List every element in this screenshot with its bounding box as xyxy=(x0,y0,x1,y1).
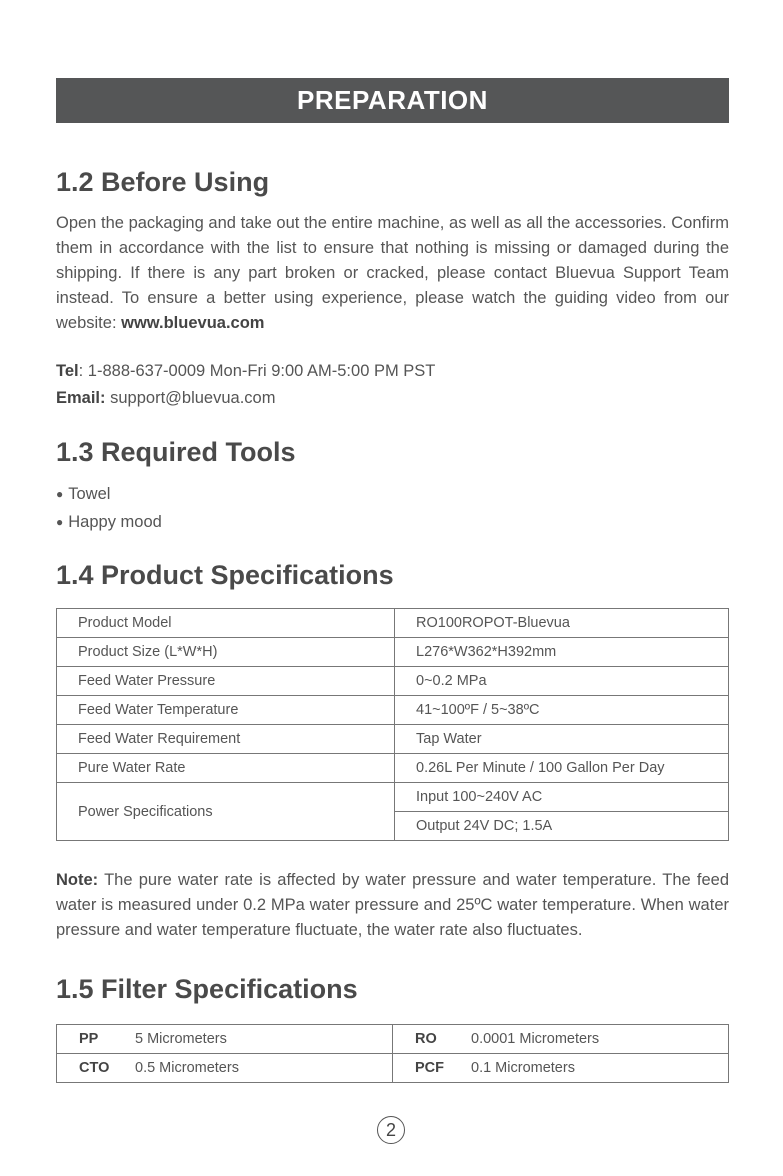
heading-required-tools: 1.3 Required Tools xyxy=(56,437,296,467)
power-spec-label: Power Specifications xyxy=(57,783,395,841)
heading-product-specs: 1.4 Product Specifications xyxy=(56,560,394,590)
list-item: ● Happy mood xyxy=(56,513,162,531)
tools-list xyxy=(56,483,162,539)
table-row: Product Model RO100ROPOT-Bluevua xyxy=(57,609,729,638)
table-row: Pure Water Rate 0.26L Per Minute / 100 Gallon Per Day xyxy=(57,754,729,783)
tel-line: Tel: 1-888-637-0009 Mon-Fri 9:00 AM-5:00 PM PST xyxy=(56,362,436,380)
before-using-text: Open the packaging and take out the entire machine, as well as all the accessories. Confirm them in accordance with the list to ensure that nothing is missing or damaged during the shipping. If there is any part broken or cracked, please contact Bluevua Support Team instead. To ensure a better using experience, please watch the guiding video from our website: xyxy=(56,214,729,332)
table-row xyxy=(57,1054,729,1083)
filter-code: CTO xyxy=(79,1060,110,1076)
table-row: Product Size (L*W*H) L276*W362*H392mm xyxy=(57,638,729,667)
email-label: Email: xyxy=(56,389,106,407)
email-line xyxy=(56,389,275,408)
table-row xyxy=(57,783,729,812)
bullet-icon: ● xyxy=(56,487,64,501)
section-banner: PREPARATION xyxy=(56,78,729,123)
filter-code: RO xyxy=(415,1031,437,1047)
power-input: Input 100~240V AC xyxy=(395,783,729,812)
tel-value: 1-888-637-0009 Mon-Fri 9:00 AM-5:00 PM PST xyxy=(87,362,436,380)
table-row: Feed Water Requirement Tap Water xyxy=(57,725,729,754)
filter-code: PCF xyxy=(415,1060,444,1076)
filter-spec-table xyxy=(56,1024,729,1083)
heading-filter-specs: 1.5 Filter Specifications xyxy=(56,974,358,1004)
filter-value: 0.1 Micrometers xyxy=(471,1060,575,1076)
bullet-icon: ● xyxy=(56,515,64,529)
table-row: Feed Water Temperature 41~100ºF / 5~38ºC xyxy=(57,696,729,725)
table-row: Feed Water Pressure 0~0.2 MPa xyxy=(57,667,729,696)
power-output: Output 24V DC; 1.5A xyxy=(395,812,729,841)
email-value[interactable]: support@bluevua.com xyxy=(110,389,276,407)
product-spec-table xyxy=(56,608,729,841)
filter-value: 5 Micrometers xyxy=(135,1031,227,1047)
note-text: The pure water rate is affected by water pressure and water temperature. The feed water is measured under 0.2 MPa water pressure and 25ºC water temperature. When water pressure and water temperature fluctuate, the water rate also fluctuates. xyxy=(56,871,730,939)
filter-value: 0.0001 Micrometers xyxy=(471,1031,600,1047)
filter-code: PP xyxy=(79,1031,99,1047)
heading-before-using: 1.2 Before Using xyxy=(56,167,270,197)
tel-label: Tel xyxy=(56,362,79,380)
note-label: Note: xyxy=(56,871,99,889)
table-row xyxy=(57,1025,729,1054)
website-link[interactable]: www.bluevua.com xyxy=(121,314,265,332)
page-number: 2 xyxy=(377,1116,405,1144)
note-paragraph xyxy=(56,868,729,943)
list-item: ● Towel xyxy=(56,485,111,503)
before-using-paragraph xyxy=(56,211,729,336)
filter-value: 0.5 Micrometers xyxy=(135,1060,239,1076)
